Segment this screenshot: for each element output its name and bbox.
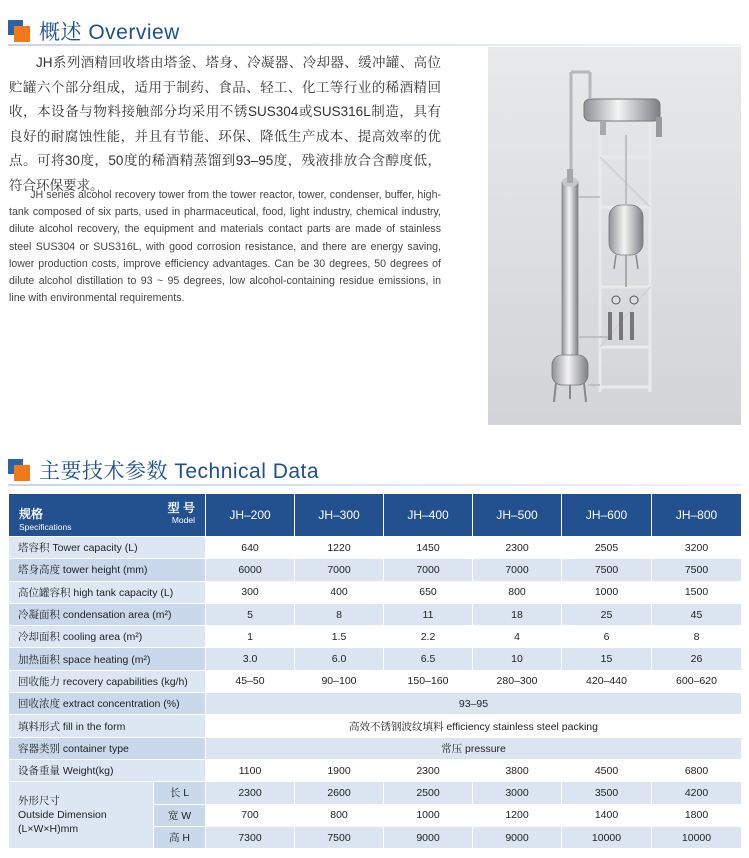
table-cell: 1220	[295, 537, 384, 559]
table-row	[9, 537, 742, 559]
table-cell: 6000	[206, 559, 295, 581]
table-row	[9, 626, 742, 648]
row-label: 塔身高度 tower height (mm)	[9, 559, 206, 581]
table-cell: 7500	[562, 559, 652, 581]
table-cell: 700	[206, 804, 295, 826]
table-cell: 2300	[206, 782, 295, 804]
table-cell: 18	[473, 603, 562, 625]
table-row	[9, 737, 742, 759]
table-row	[9, 581, 742, 603]
table-cell: 2300	[473, 537, 562, 559]
dimension-sublabel: 高 H	[154, 826, 206, 848]
table-cell: 7500	[295, 826, 384, 848]
spec-model-header	[9, 494, 206, 537]
table-cell: 150–160	[384, 670, 473, 692]
table-cell: 25	[562, 603, 652, 625]
table-cell: 3200	[652, 537, 742, 559]
table-cell: 600–620	[652, 670, 742, 692]
table-cell: 800	[295, 804, 384, 826]
table-cell: 420–440	[562, 670, 652, 692]
table-cell: 6.5	[384, 648, 473, 670]
table-cell: 1100	[206, 759, 295, 781]
model-header: JH–300	[295, 494, 384, 537]
table-cell: 640	[206, 537, 295, 559]
table-cell: 2500	[384, 782, 473, 804]
table-cell: 7000	[295, 559, 384, 581]
overview-header	[8, 16, 180, 46]
merged-cell: 高效不锈钢波纹填料 efficiency stainless steel packing	[206, 715, 742, 737]
table-cell: 1500	[652, 581, 742, 603]
table-row	[9, 782, 742, 804]
table-header-row	[9, 494, 742, 537]
dimension-sublabel: 宽 W	[154, 804, 206, 826]
dimension-label-unit: (L×W×H)mm	[18, 823, 79, 836]
table-cell: 11	[384, 603, 473, 625]
table-cell: 6	[562, 626, 652, 648]
table-cell: 800	[473, 581, 562, 603]
table-cell: 10000	[652, 826, 742, 848]
model-en-label: Model	[171, 515, 195, 525]
table-row	[9, 759, 742, 781]
overview-title: 概述 Overview	[39, 21, 180, 44]
model-cn-label: 型 号	[167, 501, 195, 515]
overview-english-text: JH series alcohol recovery tower from the tower reactor, tower, condenser, buffer, high-tank composed of six parts, used in pharmaceutical, food, light industry, chemical industry, dilute alcohol recovery, the equipment and materials contact parts are made of stainless steel SUS304 or SUS316L, with good corrosion resistance, and there are energy saving, lower production costs, improve efficiency advantages. Can be 30 degrees, 50 degrees of dilute alcohol distillation to 93 ~ 95 degrees, low alcohol-containing residue emissions, in line with environmental requirements.	[9, 189, 441, 305]
table-cell: 1.5	[295, 626, 384, 648]
table-cell: 3.0	[206, 648, 295, 670]
table-cell: 45–50	[206, 670, 295, 692]
model-header: JH–500	[473, 494, 562, 537]
row-label: 回收浓度 extract concentration (%)	[9, 693, 206, 715]
section-bullet-icon	[8, 459, 30, 481]
dimension-label-cn: 外形尺寸	[18, 795, 60, 808]
table-cell: 8	[295, 603, 384, 625]
alcohol-recovery-tower-photo	[488, 47, 741, 425]
dimension-label-en: Outside Dimension	[18, 809, 107, 822]
table-cell: 6.0	[295, 648, 384, 670]
spec-en-label: Specifications	[19, 522, 72, 532]
table-row	[9, 648, 742, 670]
table-row	[9, 693, 742, 715]
table-cell: 1900	[295, 759, 384, 781]
table-cell: 1800	[652, 804, 742, 826]
merged-cell: 93–95	[206, 693, 742, 715]
table-cell: 1400	[562, 804, 652, 826]
model-header: JH–200	[206, 494, 295, 537]
table-cell: 8	[652, 626, 742, 648]
table-cell: 1000	[562, 581, 652, 603]
overview-chinese-text: JH系列酒精回收塔由塔釜、塔身、冷凝器、冷却器、缓冲罐、高位贮罐六个部分组成，适用于制药、食品、轻工、化工等行业的稀酒精回收，本设备与物料接触部分均采用不锈SUS304或SUS316L制造，具有良好的耐腐蚀性能，并且有节能、环保、降低生产成本、提高效率的优点。可将30度，50度的稀酒精蒸馏到93–95度，残液排放合含醇度低，符合环保要求。	[9, 55, 441, 193]
table-cell: 2505	[562, 537, 652, 559]
technical-divider	[8, 484, 741, 486]
table-cell: 10000	[562, 826, 652, 848]
table-cell: 3000	[473, 782, 562, 804]
row-label: 冷凝面积 condensation area (m²)	[9, 603, 206, 625]
row-label: 容器类别 container type	[9, 737, 206, 759]
dimension-sublabel: 长 L	[154, 782, 206, 804]
tower-illustration	[488, 47, 741, 425]
table-cell: 10	[473, 648, 562, 670]
row-label: 加热面积 space heating (m²)	[9, 648, 206, 670]
table-cell: 7500	[652, 559, 742, 581]
table-cell: 2300	[384, 759, 473, 781]
table-cell: 15	[562, 648, 652, 670]
table-cell: 650	[384, 581, 473, 603]
table-cell: 9000	[384, 826, 473, 848]
row-label: 高位罐容积 high tank capacity (L)	[9, 581, 206, 603]
dimension-label	[9, 782, 154, 849]
table-cell: 280–300	[473, 670, 562, 692]
model-header: JH–800	[652, 494, 742, 537]
table-cell: 7000	[384, 559, 473, 581]
row-label: 塔容积 Tower capacity (L)	[9, 537, 206, 559]
spec-cn-label: 规格	[19, 507, 44, 521]
technical-title: 主要技术参数 Technical Data	[39, 460, 320, 483]
table-cell: 300	[206, 581, 295, 603]
table-cell: 4500	[562, 759, 652, 781]
table-cell: 3800	[473, 759, 562, 781]
table-cell: 1	[206, 626, 295, 648]
table-cell: 1000	[384, 804, 473, 826]
table-cell: 3500	[562, 782, 652, 804]
model-header: JH–600	[562, 494, 652, 537]
table-cell: 7300	[206, 826, 295, 848]
merged-cell: 常压 pressure	[206, 737, 742, 759]
table-cell: 6800	[652, 759, 742, 781]
table-cell: 7000	[473, 559, 562, 581]
row-label: 填料形式 fill in the form	[9, 715, 206, 737]
table-cell: 26	[652, 648, 742, 670]
table-cell: 1200	[473, 804, 562, 826]
table-row	[9, 670, 742, 692]
model-header: JH–400	[384, 494, 473, 537]
row-label: 冷却面积 cooling area (m²)	[9, 626, 206, 648]
section-bullet-icon	[8, 20, 30, 42]
table-cell: 5	[206, 603, 295, 625]
table-cell: 45	[652, 603, 742, 625]
table-cell: 9000	[473, 826, 562, 848]
table-row	[9, 603, 742, 625]
technical-header	[8, 455, 319, 485]
table-cell: 90–100	[295, 670, 384, 692]
table-cell: 1450	[384, 537, 473, 559]
overview-divider	[8, 44, 741, 46]
table-cell: 4200	[652, 782, 742, 804]
table-row	[9, 715, 742, 737]
table-row	[9, 559, 742, 581]
table-cell: 2.2	[384, 626, 473, 648]
technical-data-table	[8, 493, 742, 849]
table-cell: 400	[295, 581, 384, 603]
table-cell: 2600	[295, 782, 384, 804]
table-cell: 4	[473, 626, 562, 648]
row-label: 设备重量 Weight(kg)	[9, 759, 206, 781]
row-label: 回收能力 recovery capabilities (kg/h)	[9, 670, 206, 692]
